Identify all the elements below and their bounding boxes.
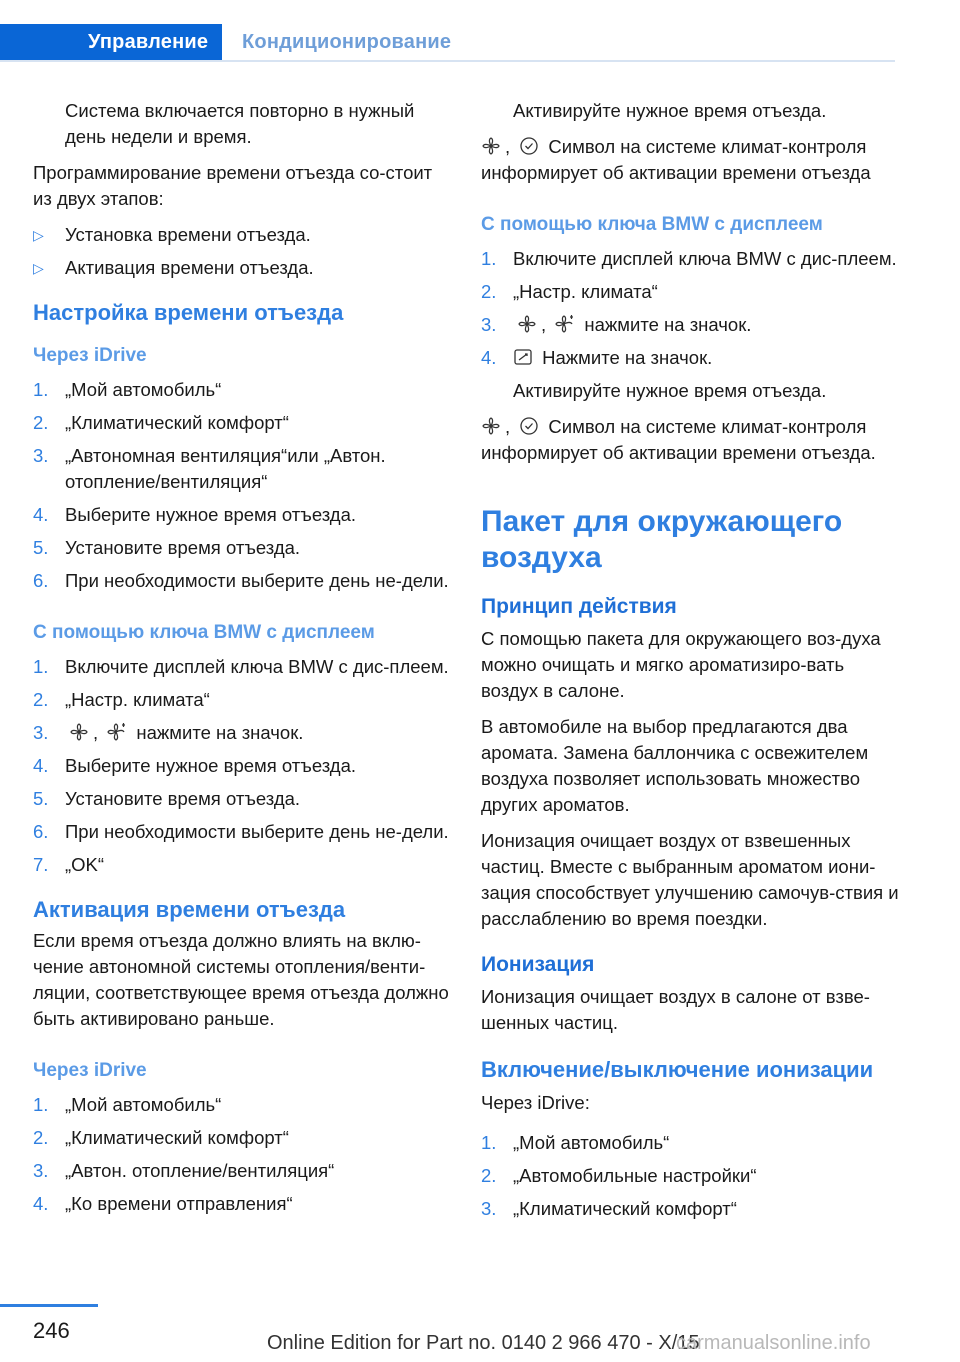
- page-number: 246: [33, 1318, 70, 1343]
- idrive-steps: [33, 377, 451, 594]
- idrive-steps-2: [33, 1092, 451, 1217]
- header-tab-management[interactable]: Управление: [88, 31, 209, 53]
- symbol-paragraph-2: , Символ на системе климат-контроля информирует об активации времени отъезда.: [481, 416, 876, 463]
- fan-icon: [517, 314, 537, 334]
- list-item: 7. „OK“: [33, 854, 105, 875]
- list-item: 3. „Климатический комфорт“: [481, 1198, 737, 1219]
- list-item: 3. „Автономная вентиляция“или „Автон. отопление/вентиляция“: [33, 445, 386, 492]
- section-heading-activation: Активация времени отъезда: [33, 897, 346, 922]
- list-item: 2. „Настр. климата“: [33, 689, 210, 710]
- clock-icon: [519, 136, 539, 156]
- principle-paragraph-2: В автомобиле на выбор предлагаются два аромата. Замена баллончика с освежителем воздуха позволяет использовать множество других ароматов.: [481, 716, 869, 815]
- key-display-icon: [513, 347, 533, 367]
- list-item: 1. Включите дисплей ключа BMW с дис-плеем.: [33, 656, 449, 677]
- list-item: 5. Установите время отъезда.: [33, 788, 301, 809]
- list-item: 1. „Мой автомобиль“: [481, 1132, 670, 1153]
- bullet-triangle-icon: ▷: [33, 260, 44, 276]
- list-item: 4. Выберите нужное время отъезда.: [33, 755, 356, 776]
- activate-paragraph: Активируйте нужное время отъезда.: [513, 100, 827, 121]
- steps-intro: Программирование времени отъезда со-стоит из двух этапов:: [33, 162, 433, 209]
- list-item: 4. Выберите нужное время отъезда.: [33, 504, 356, 525]
- list-item: 3. „Автон. отопление/вентиляция“: [33, 1160, 335, 1181]
- bullet-triangle-icon: ▷: [33, 227, 44, 243]
- list-item: 2. „Климатический комфорт“: [33, 1127, 289, 1148]
- header-rule: [0, 60, 895, 62]
- list-item: 5. Установите время отъезда.: [33, 537, 301, 558]
- key-steps: [33, 654, 451, 878]
- list-item: 4. Нажмите на значок.: [481, 347, 713, 368]
- list-item: ▷ Активация времени отъезда.: [33, 255, 451, 281]
- list-item: 3. , нажмите на значок.: [481, 314, 752, 335]
- section-heading-air-package: Пакет для окружающего воздуха: [481, 505, 843, 574]
- section-heading-on-off: Включение/выключение ионизации: [481, 1057, 874, 1082]
- watermark: carmanualsonline.info: [676, 1332, 871, 1354]
- list-item: 4. „Ко времени отправления“: [33, 1193, 293, 1214]
- subheading-ionization: Ионизация: [481, 953, 595, 976]
- list-item: 6. При необходимости выберите день не-дели.: [33, 821, 449, 842]
- subheading-key: С помощью ключа BMW с дисплеем: [481, 214, 823, 235]
- subheading-principle: Принцип действия: [481, 595, 677, 618]
- subheading-idrive-2: Через iDrive: [33, 1060, 147, 1081]
- key-steps-right: [481, 246, 901, 371]
- list-item: 1. „Мой автомобиль“: [33, 1094, 222, 1115]
- clock-icon: [519, 416, 539, 436]
- fan-timer-icon: [107, 722, 127, 742]
- ionization-steps: [481, 1130, 901, 1222]
- activate-paragraph-2: Активируйте нужное время отъезда.: [513, 380, 827, 401]
- symbol-paragraph: , Символ на системе климат-контроля информирует об активации времени отъезда: [481, 136, 871, 183]
- activation-paragraph: Если время отъезда должно влиять на вклю-чение автономной системы отопления/венти-ляции, соответствующее время отъезда должно быть активировано раньше.: [33, 930, 449, 1029]
- fan-icon: [481, 136, 501, 156]
- list-item: 2. „Климатический комфорт“: [33, 412, 289, 433]
- page-header: [0, 0, 960, 64]
- fan-timer-icon: [555, 314, 575, 334]
- fan-icon: [481, 416, 501, 436]
- header-tab-air-conditioning[interactable]: Кондиционирование: [242, 31, 452, 53]
- principle-paragraph-1: С помощью пакета для окружающего воз-духа можно очищать и мягко ароматизиро-вать воздух в салоне.: [481, 628, 881, 701]
- edition-footer: Online Edition for Part no. 0140 2 966 470 - X/15: [267, 1332, 700, 1354]
- list-item: 1. „Мой автомобиль“: [33, 379, 222, 400]
- subheading-idrive: Через iDrive: [33, 345, 147, 366]
- intro-paragraph: Система включается повторно в нужный день недели и время.: [65, 100, 415, 147]
- list-item: 2. „Настр. климата“: [481, 281, 658, 302]
- principle-paragraph-3: Ионизация очищает воздух от взвешенных частиц. Вместе с выбранным ароматом иони-зация способствует улучшению самочув-ствия и расслаблению во время поездки.: [481, 830, 899, 929]
- steps-bullet-list: [33, 222, 451, 281]
- subheading-key: С помощью ключа BMW с дисплеем: [33, 622, 375, 643]
- via-idrive-paragraph: Через iDrive:: [481, 1092, 590, 1113]
- section-heading-setup: Настройка времени отъезда: [33, 300, 344, 325]
- list-item: 1. Включите дисплей ключа BMW с дис-плеем.: [481, 248, 897, 269]
- fan-icon: [69, 722, 89, 742]
- list-item: 3. , нажмите на значок.: [33, 722, 304, 743]
- left-column: [33, 98, 451, 1224]
- list-item: 6. При необходимости выберите день не-дели.: [33, 570, 449, 591]
- list-item: 2. „Автомобильные настройки“: [481, 1165, 757, 1186]
- list-item: ▷ Установка времени отъезда.: [33, 222, 451, 248]
- ionization-paragraph: Ионизация очищает воздух в салоне от взве-шенных частиц.: [481, 986, 870, 1033]
- page-number-rule: [0, 1304, 98, 1307]
- right-column: [481, 98, 901, 1229]
